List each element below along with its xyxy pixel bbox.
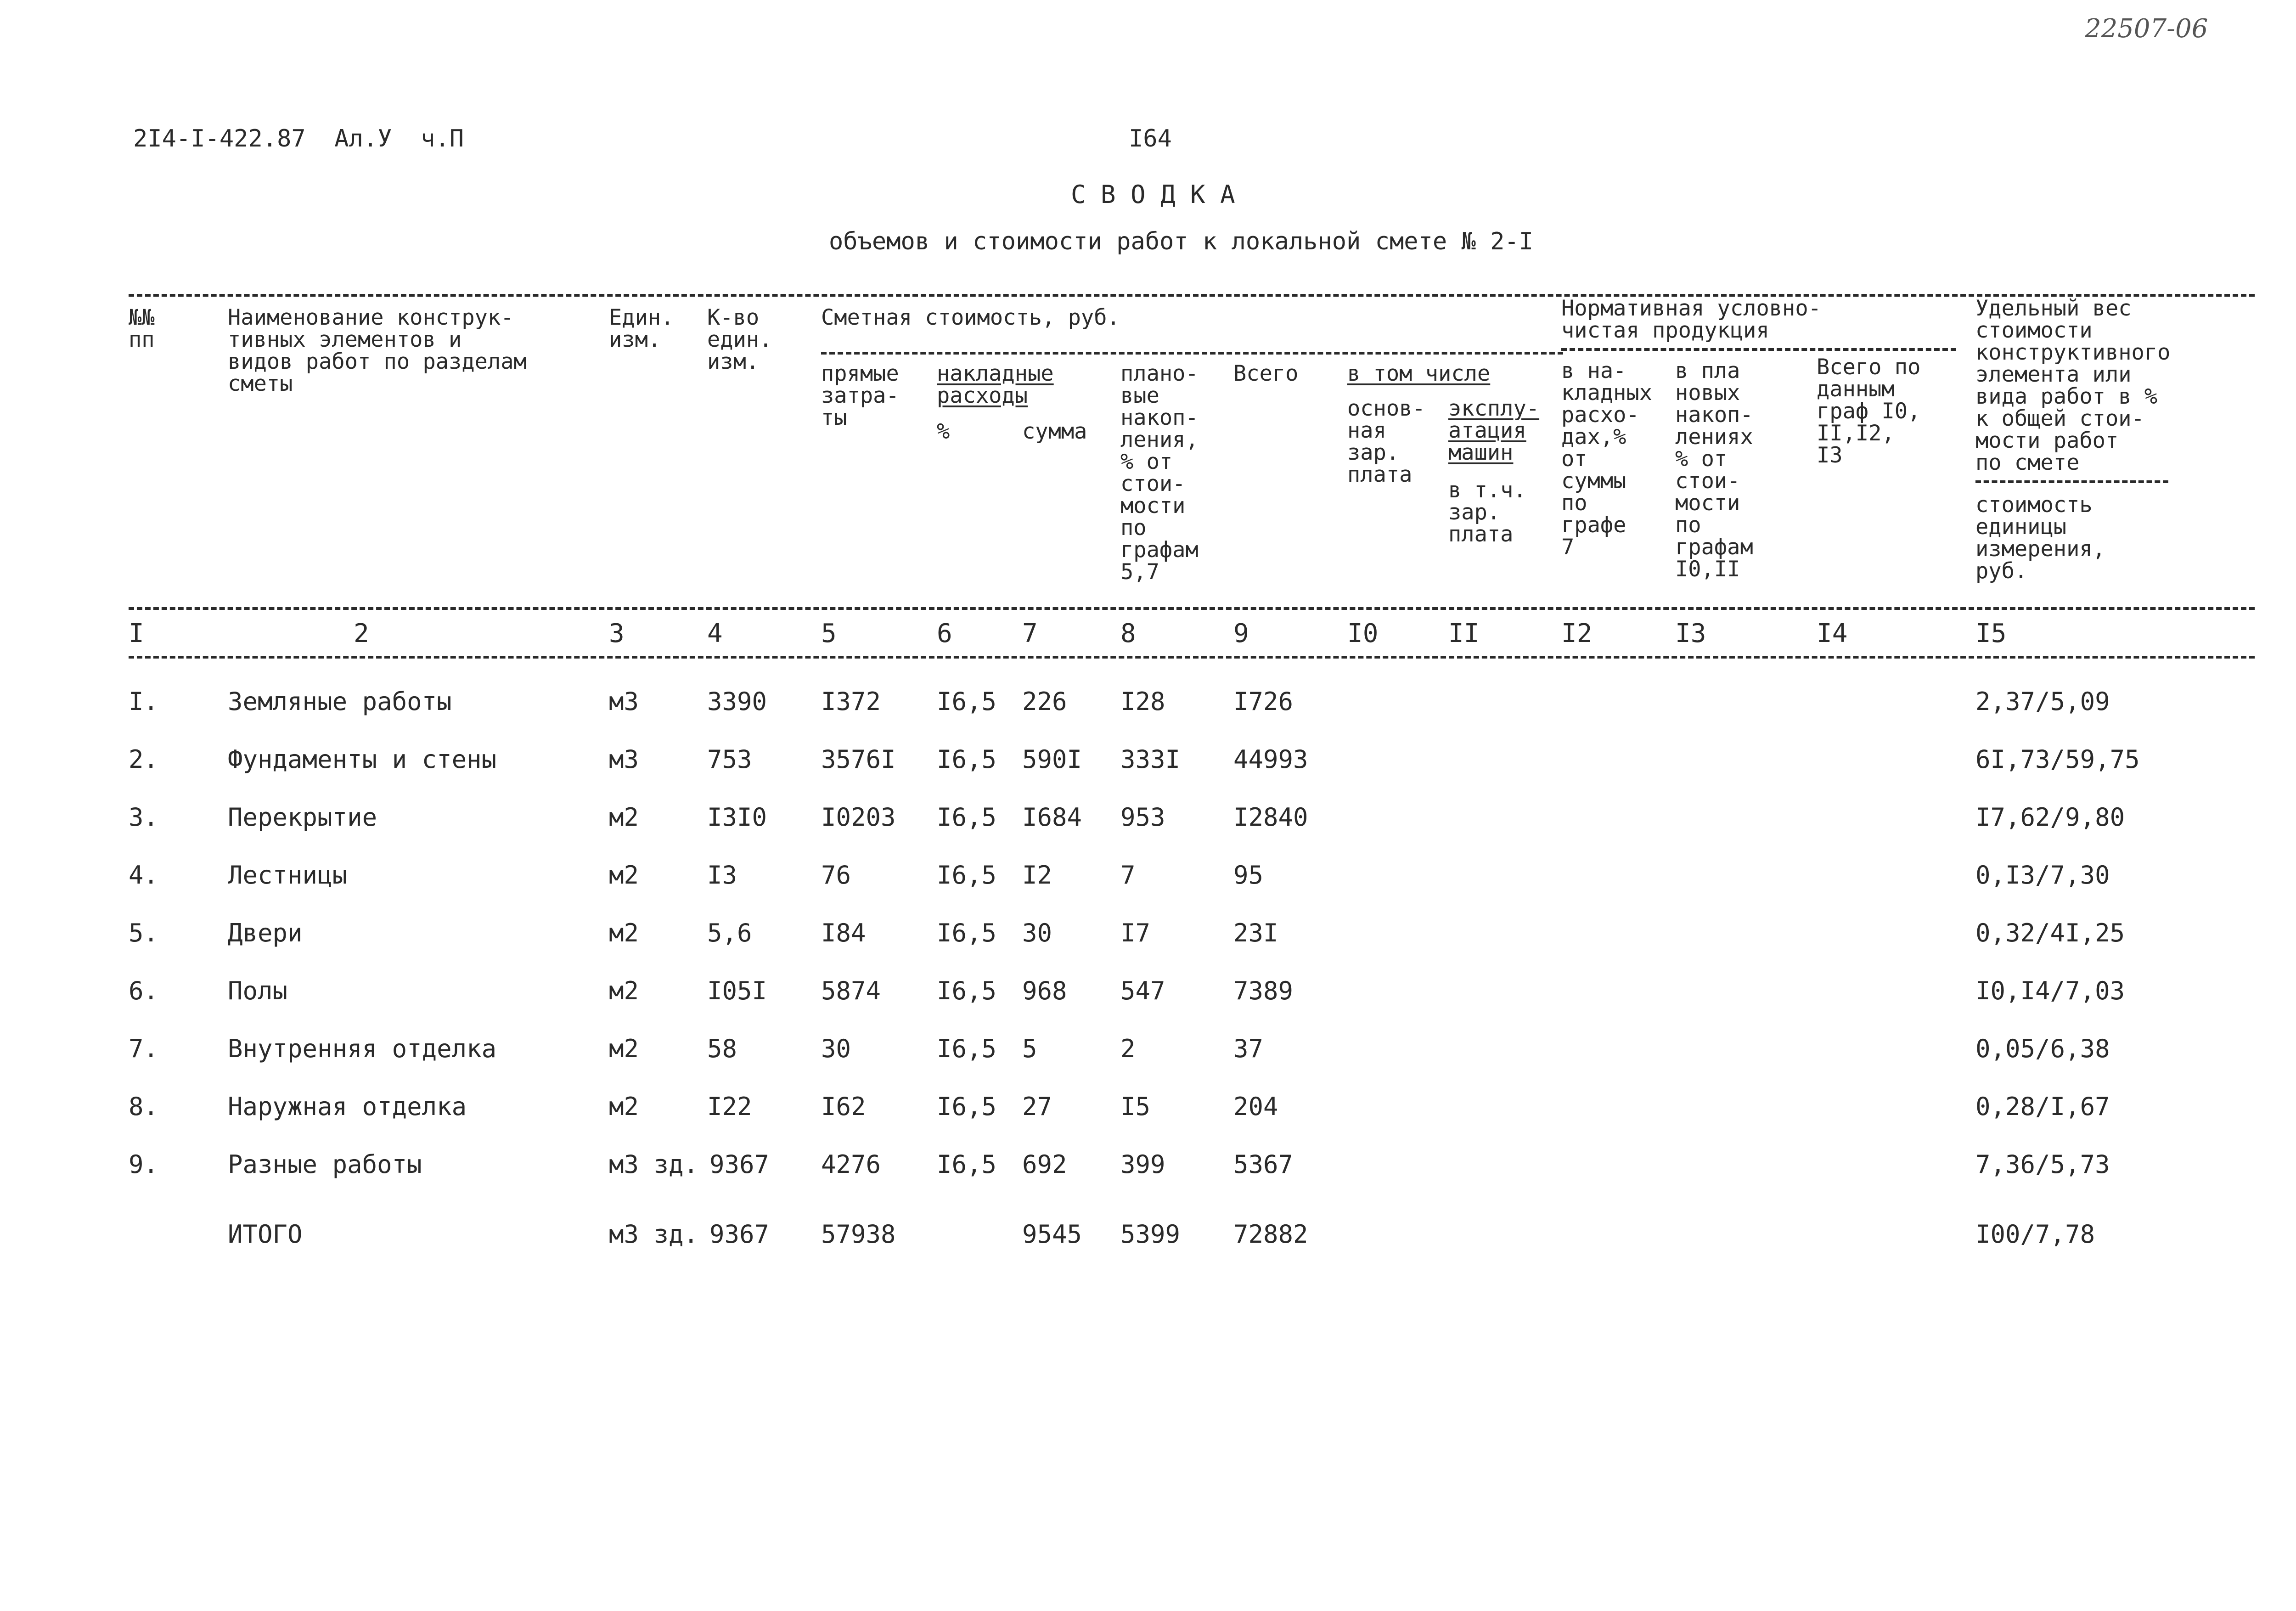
header-qty: К-во един. изм. (707, 305, 772, 374)
column-number: I (129, 619, 144, 648)
row-specific-weight: 0,32/4I,25 (1975, 918, 2125, 947)
document-code: 2I4-I-422.87 Ал.У ч.П (133, 125, 464, 152)
total-total-cost: 72882 (1233, 1220, 1308, 1249)
row-direct-cost: I62 (821, 1092, 866, 1121)
row-overhead-sum: I2 (1022, 861, 1052, 890)
column-number: I0 (1347, 619, 1379, 648)
row-specific-weight: 0,05/6,38 (1975, 1034, 2110, 1063)
header-norm-group: Нормативная условно- чистая продукция (1561, 296, 1821, 343)
row-specific-weight: 6I,73/59,75 (1975, 745, 2140, 774)
row-planned-savings: 547 (1120, 976, 1165, 1005)
row-direct-cost: I0203 (821, 803, 896, 832)
row-total-cost: 44993 (1233, 745, 1308, 774)
specific-divider-rule (1975, 480, 2168, 483)
row-direct-cost: I372 (821, 687, 881, 716)
row-quantity: I3I0 (707, 803, 767, 832)
row-planned-savings: I28 (1120, 687, 1165, 716)
row-overhead-sum: 27 (1022, 1092, 1052, 1121)
row-specific-weight: I0,I4/7,03 (1975, 976, 2125, 1005)
row-total-cost: 23I (1233, 918, 1278, 947)
row-unit: м2 (609, 976, 639, 1005)
row-overhead-percent: I6,5 (937, 745, 997, 774)
row-number: 9. (129, 1150, 159, 1179)
row-specific-weight: I7,62/9,80 (1975, 803, 2125, 832)
row-unit: м3 зд. (609, 1150, 699, 1179)
row-unit: м3 (609, 687, 639, 716)
total-quantity: 9367 (709, 1220, 770, 1249)
header-specific-weight: Удельный вес стоимости конструктивного элемента или вида работ в % к общей стои- мости работ по смете (1975, 296, 2171, 475)
total-specific-weight: I00/7,78 (1975, 1220, 2095, 1249)
row-specific-weight: 0,I3/7,30 (1975, 861, 2110, 890)
header-norm-planned: в пла новых накоп- лениях % от стои- мости по графам I0,II (1675, 358, 1753, 582)
row-overhead-percent: I6,5 (937, 861, 997, 890)
total-direct-cost: 57938 (821, 1220, 896, 1249)
header-direct: прямые затра- ты (821, 361, 899, 430)
header-machines: эксплу- атация машин (1448, 396, 1540, 465)
row-specific-weight: 0,28/I,67 (1975, 1092, 2110, 1121)
column-number: 3 (609, 619, 625, 648)
row-overhead-sum: 692 (1022, 1150, 1067, 1179)
row-specific-weight: 7,36/5,73 (1975, 1150, 2110, 1179)
row-name: Земляные работы (228, 687, 452, 716)
header-machines-wage: в т.ч. зар. плата (1448, 478, 1526, 547)
row-quantity: 9367 (709, 1150, 770, 1179)
header-base-wage: основ- ная зар. плата (1347, 396, 1425, 487)
row-quantity: I05I (707, 976, 767, 1005)
row-direct-cost: 5874 (821, 976, 881, 1005)
row-overhead-sum: 30 (1022, 918, 1052, 947)
column-number: 2 (354, 619, 369, 648)
header-incl-group: в том числе (1347, 361, 1491, 386)
row-overhead-percent: I6,5 (937, 918, 997, 947)
header-total: Всего (1233, 361, 1299, 386)
row-name: Разные работы (228, 1150, 422, 1179)
table-top-rule (129, 294, 2255, 297)
row-direct-cost: 4276 (821, 1150, 881, 1179)
row-name: Перекрытие (228, 803, 377, 832)
row-number: I. (129, 687, 159, 716)
row-number: 4. (129, 861, 159, 890)
column-number: 9 (1233, 619, 1249, 648)
row-overhead-percent: I6,5 (937, 687, 997, 716)
cost-group-rule (821, 352, 1563, 355)
column-number: I5 (1975, 619, 2007, 648)
row-planned-savings: I7 (1120, 918, 1151, 947)
row-number: 2. (129, 745, 159, 774)
row-total-cost: I726 (1233, 687, 1294, 716)
row-total-cost: 37 (1233, 1034, 1264, 1063)
row-number: 6. (129, 976, 159, 1005)
header-num: №№ пп (129, 305, 155, 352)
row-quantity: I3 (707, 861, 737, 890)
row-quantity: 5,6 (707, 918, 752, 947)
row-number: 8. (129, 1092, 159, 1121)
row-unit: м2 (609, 918, 639, 947)
column-number: I4 (1817, 619, 1848, 648)
column-number: 6 (937, 619, 952, 648)
row-total-cost: 204 (1233, 1092, 1278, 1121)
header-bottom-rule (129, 607, 2255, 610)
header-norm-overhead: в на- кладных расхо- дах,% от суммы по графе 7 (1561, 358, 1653, 560)
header-overhead-sum: сумма (1022, 419, 1087, 444)
row-overhead-percent: I6,5 (937, 1092, 997, 1121)
row-total-cost: 95 (1233, 861, 1264, 890)
row-overhead-percent: I6,5 (937, 976, 997, 1005)
row-direct-cost: 76 (821, 861, 851, 890)
document-title: С В О Д К А (1071, 180, 1235, 209)
row-planned-savings: 7 (1120, 861, 1136, 890)
column-number: I2 (1561, 619, 1593, 648)
row-unit: м2 (609, 1034, 639, 1063)
total-unit: м3 зд. (609, 1220, 699, 1249)
row-direct-cost: 3576I (821, 745, 896, 774)
row-name: Полы (228, 976, 288, 1005)
row-quantity: 3390 (707, 687, 767, 716)
column-number: 5 (821, 619, 837, 648)
row-planned-savings: 2 (1120, 1034, 1136, 1063)
total-planned-savings: 5399 (1120, 1220, 1181, 1249)
row-total-cost: 7389 (1233, 976, 1294, 1005)
header-overhead-group: накладные расходы (937, 361, 1054, 408)
row-overhead-sum: 5 (1022, 1034, 1037, 1063)
row-unit: м2 (609, 803, 639, 832)
page-number: I64 (1129, 125, 1172, 152)
header-planned: плано- вые накоп- ления, % от стои- мости по графам 5,7 (1120, 361, 1199, 585)
header-unit-cost: стоимость единицы измерения, руб. (1975, 492, 2105, 584)
row-overhead-sum: 590I (1022, 745, 1082, 774)
row-quantity: 58 (707, 1034, 737, 1063)
row-total-cost: I2840 (1233, 803, 1308, 832)
row-name: Фундаменты и стены (228, 745, 497, 774)
row-planned-savings: 333I (1120, 745, 1181, 774)
row-number: 7. (129, 1034, 159, 1063)
header-norm-total: Всего по данным граф I0, II,I2, I3 (1817, 355, 1921, 468)
row-overhead-percent: I6,5 (937, 1150, 997, 1179)
header-overhead-pct: % (937, 419, 950, 444)
row-overhead-percent: I6,5 (937, 1034, 997, 1063)
row-name: Двери (228, 918, 303, 947)
row-total-cost: 5367 (1233, 1150, 1294, 1179)
column-number: 4 (707, 619, 723, 648)
row-name: Внутренняя отделка (228, 1034, 497, 1063)
document-subtitle: объемов и стоимости работ к локальной смете № 2-I (829, 228, 1534, 255)
row-unit: м2 (609, 861, 639, 890)
column-number: 8 (1120, 619, 1136, 648)
row-planned-savings: I5 (1120, 1092, 1151, 1121)
handwritten-number: 22507-06 (2085, 14, 2208, 44)
total-name: ИТОГО (228, 1220, 303, 1249)
row-unit: м2 (609, 1092, 639, 1121)
row-name: Лестницы (228, 861, 348, 890)
row-direct-cost: 30 (821, 1034, 851, 1063)
row-unit: м3 (609, 745, 639, 774)
header-name: Наименование конструк- тивных элементов и видов работ по разделам сметы (228, 305, 527, 396)
row-overhead-sum: I684 (1022, 803, 1082, 832)
row-name: Наружная отделка (228, 1092, 467, 1121)
header-unit: Един. изм. (609, 305, 674, 352)
row-planned-savings: 953 (1120, 803, 1165, 832)
row-specific-weight: 2,37/5,09 (1975, 687, 2110, 716)
total-overhead-sum: 9545 (1022, 1220, 1082, 1249)
column-number: I3 (1675, 619, 1706, 648)
column-number: II (1448, 619, 1480, 648)
row-overhead-sum: 968 (1022, 976, 1067, 1005)
row-overhead-sum: 226 (1022, 687, 1067, 716)
row-direct-cost: I84 (821, 918, 866, 947)
row-number: 3. (129, 803, 159, 832)
row-quantity: 753 (707, 745, 752, 774)
header-cost-group: Сметная стоимость, руб. (821, 305, 1120, 330)
row-planned-savings: 399 (1120, 1150, 1165, 1179)
column-number: 7 (1022, 619, 1038, 648)
numbers-bottom-rule (129, 656, 2255, 659)
norm-group-rule (1561, 348, 1956, 351)
row-number: 5. (129, 918, 159, 947)
row-overhead-percent: I6,5 (937, 803, 997, 832)
row-quantity: I22 (707, 1092, 752, 1121)
